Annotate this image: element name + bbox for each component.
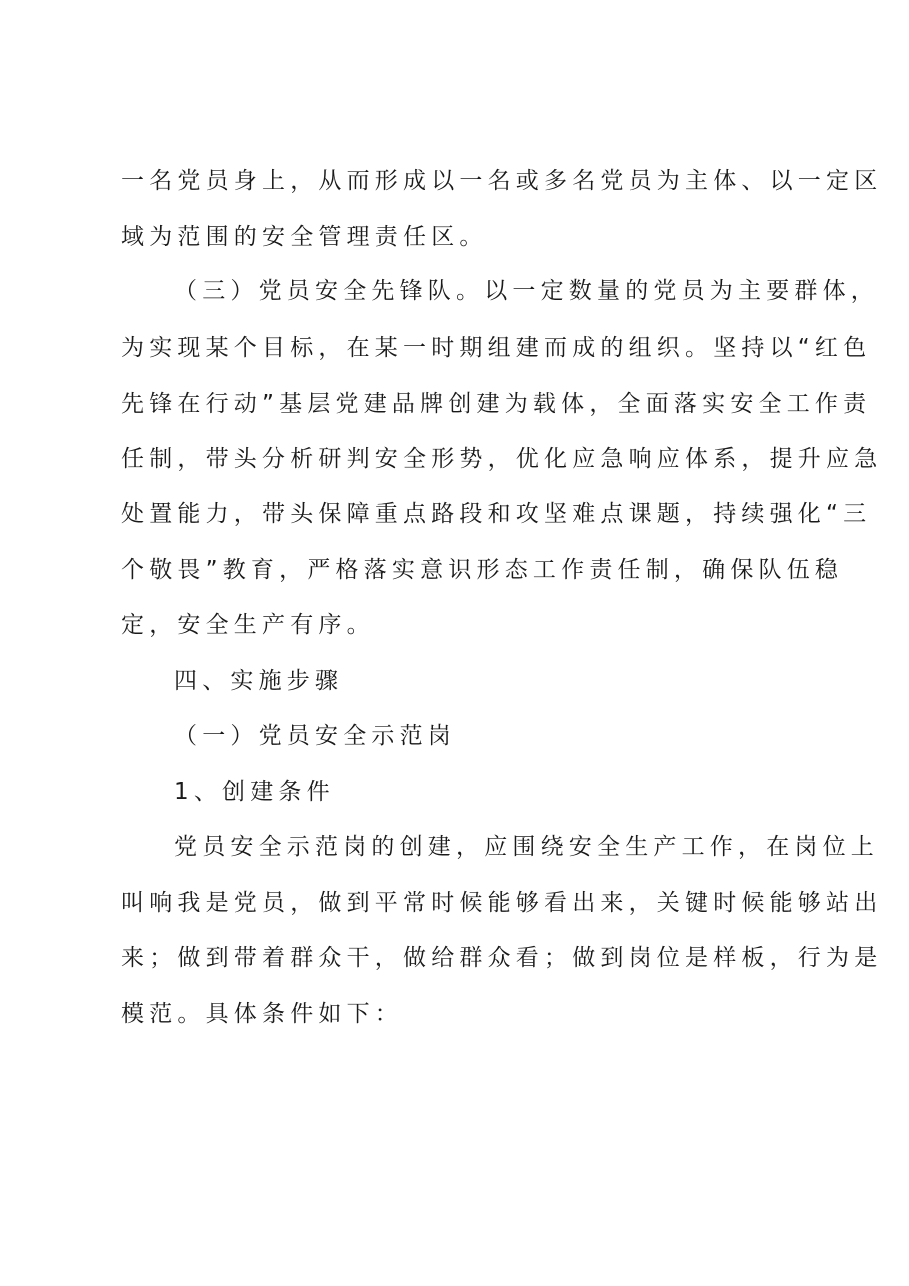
paragraph-line: 叫响我是党员，做到平常时候能够看出来，关键时候能够站出 <box>121 890 883 916</box>
paragraph-line: 先锋在行动”基层党建品牌创建为载体，全面落实安全工作责 <box>121 391 872 417</box>
paragraph-line: 定，安全生产有序。 <box>121 612 375 638</box>
paragraph-line: 个敬畏”教育，严格落实意识形态工作责任制，确保队伍稳 <box>121 557 844 583</box>
paragraph-line: 模范。具体条件如下： <box>121 1001 403 1027</box>
section-heading: 四、实施步骤 <box>174 668 344 694</box>
paragraph-line: 域为范围的安全管理责任区。 <box>121 224 488 250</box>
paragraph-line: （三）党员安全先锋队。以一定数量的党员为主要群体， <box>174 278 879 304</box>
paragraph-line: 党员安全示范岗的创建，应围绕安全生产工作，在岗位上 <box>174 834 879 860</box>
paragraph-line: 处置能力，带头保障重点路段和攻坚难点课题，持续强化“三 <box>121 501 872 527</box>
subsection-heading: （一）党员安全示范岗 <box>174 723 456 749</box>
paragraph-line: 来；做到带着群众干，做给群众看；做到岗位是样板，行为是 <box>121 945 883 971</box>
item-heading: 1、创建条件 <box>174 779 335 805</box>
paragraph-line: 为实现某个目标，在某一时期组建而成的组织。坚持以“红色 <box>121 335 872 361</box>
paragraph-line: 任制，带头分析研判安全形势，优化应急响应体系，提升应急 <box>121 446 883 472</box>
paragraph-line: 一名党员身上，从而形成以一名或多名党员为主体、以一定区 <box>121 168 883 194</box>
